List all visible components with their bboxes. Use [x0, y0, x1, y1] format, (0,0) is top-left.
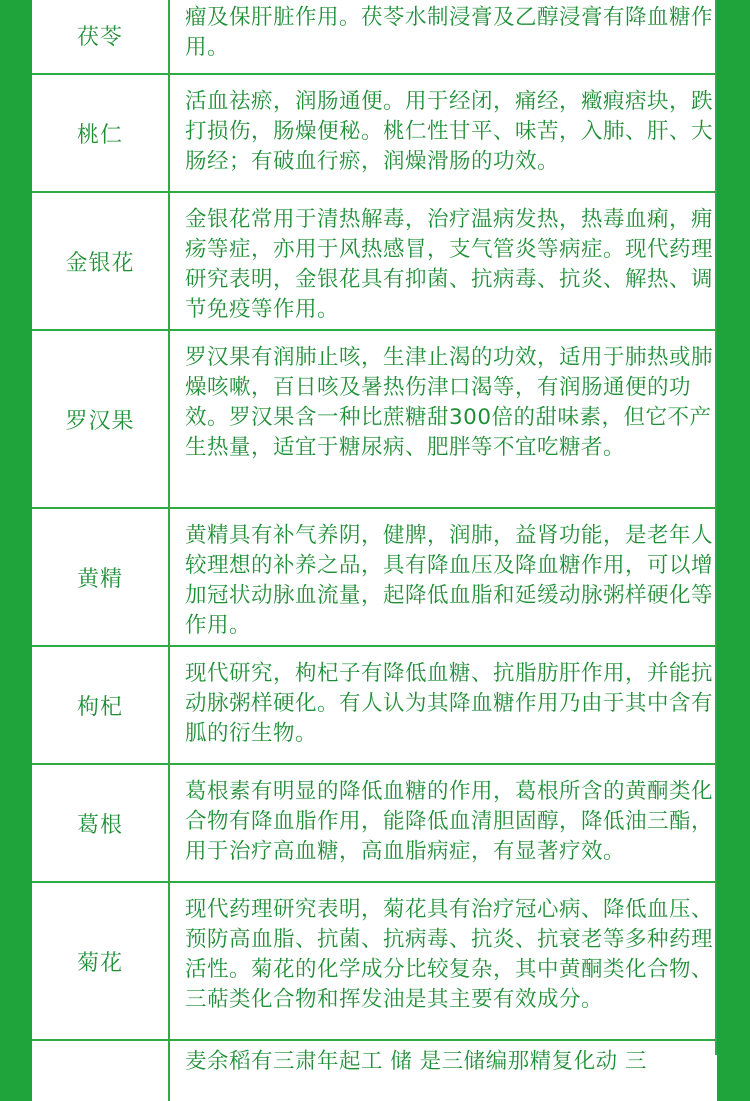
herb-description: 黄精具有补气养阴，健脾，润肺，益肾功能，是老年人较理想的补养之品，具有降血压及降血糖作用，可以增加冠状动脉血流量，起降低血脂和延缓动脉粥样硬化等作用。: [185, 523, 714, 638]
herb-name: [32, 1041, 170, 1101]
herb-name: 罗汉果: [32, 331, 170, 507]
table-right-border: [715, 0, 717, 1055]
table-row-jinyinhua: [32, 193, 717, 331]
table-row-gegen: [32, 765, 717, 883]
table-row-luohanguo: [32, 331, 717, 509]
herb-name: 桃仁: [32, 75, 170, 191]
herb-name: 枸杞: [32, 647, 170, 763]
herb-description: 现代研究，枸杞子有降低血糖、抗脂肪肝作用，并能抗动脉粥样硬化。有人认为其降血糖作用乃由于其中含有胍的衍生物。: [185, 661, 714, 746]
herb-description: 葛根素有明显的降低血糖的作用，葛根所含的黄酮类化合物有降血脂作用，能降低血清胆固醇，降低油三酯，用于治疗高血糖，高血脂病症，有显著疗效。: [185, 779, 714, 864]
herb-description: 瘤及保肝脏作用。茯苓水制浸膏及乙醇浸膏有降血糖作用。: [185, 5, 714, 60]
table-row-partial: [32, 1041, 717, 1101]
table-row-huangjing: [32, 509, 717, 647]
herb-description: 金银花常用于清热解毒，治疗温病发热，热毒血痢，痈疡等症，亦用于风热感冒，支气管炎等病症。现代药理研究表明，金银花具有抑菌、抗病毒、抗炎、解热、调节免疫等作用。: [185, 207, 714, 322]
herb-name: 金银花: [32, 193, 170, 329]
herb-description: 现代药理研究表明，菊花具有治疗冠心病、降低血压、预防高血脂、抗菌、抗病毒、抗炎、抗衰老等多种药理活性。菊花的化学成分比较复杂，其中黄酮类化合物、三萜类化合物和挥发油是其主要有效成分。: [185, 897, 714, 1012]
herb-description: 活血祛瘀，润肠通便。用于经闭，痛经，癥瘕痞块，跌打损伤，肠燥便秘。桃仁性甘平、味苦，入肺、肝、大肠经；有破血行瘀，润燥滑肠的功效。: [185, 89, 714, 174]
table-row-gouqi: [32, 647, 717, 765]
herb-name: 茯苓: [32, 0, 170, 73]
herb-name: 葛根: [32, 765, 170, 881]
herb-description: 麦余稻有三肃年起工 储 是三储编那精复化动 三: [185, 1049, 648, 1074]
herb-table: [32, 0, 717, 1101]
table-row-juhua: [32, 883, 717, 1041]
table-row-taoren: [32, 75, 717, 193]
herb-name: 菊花: [32, 883, 170, 1039]
table-row-fuling: [32, 0, 717, 75]
herb-description: 罗汉果有润肺止咳，生津止渴的功效，适用于肺热或肺燥咳嗽，百日咳及暑热伤津口渴等，有润肠通便的功效。罗汉果含一种比蔗糖甜300倍的甜味素，但它不产生热量，适宜于糖尿病、肥胖等不宜吃糖者。: [185, 345, 714, 460]
herb-name: 黄精: [32, 509, 170, 645]
